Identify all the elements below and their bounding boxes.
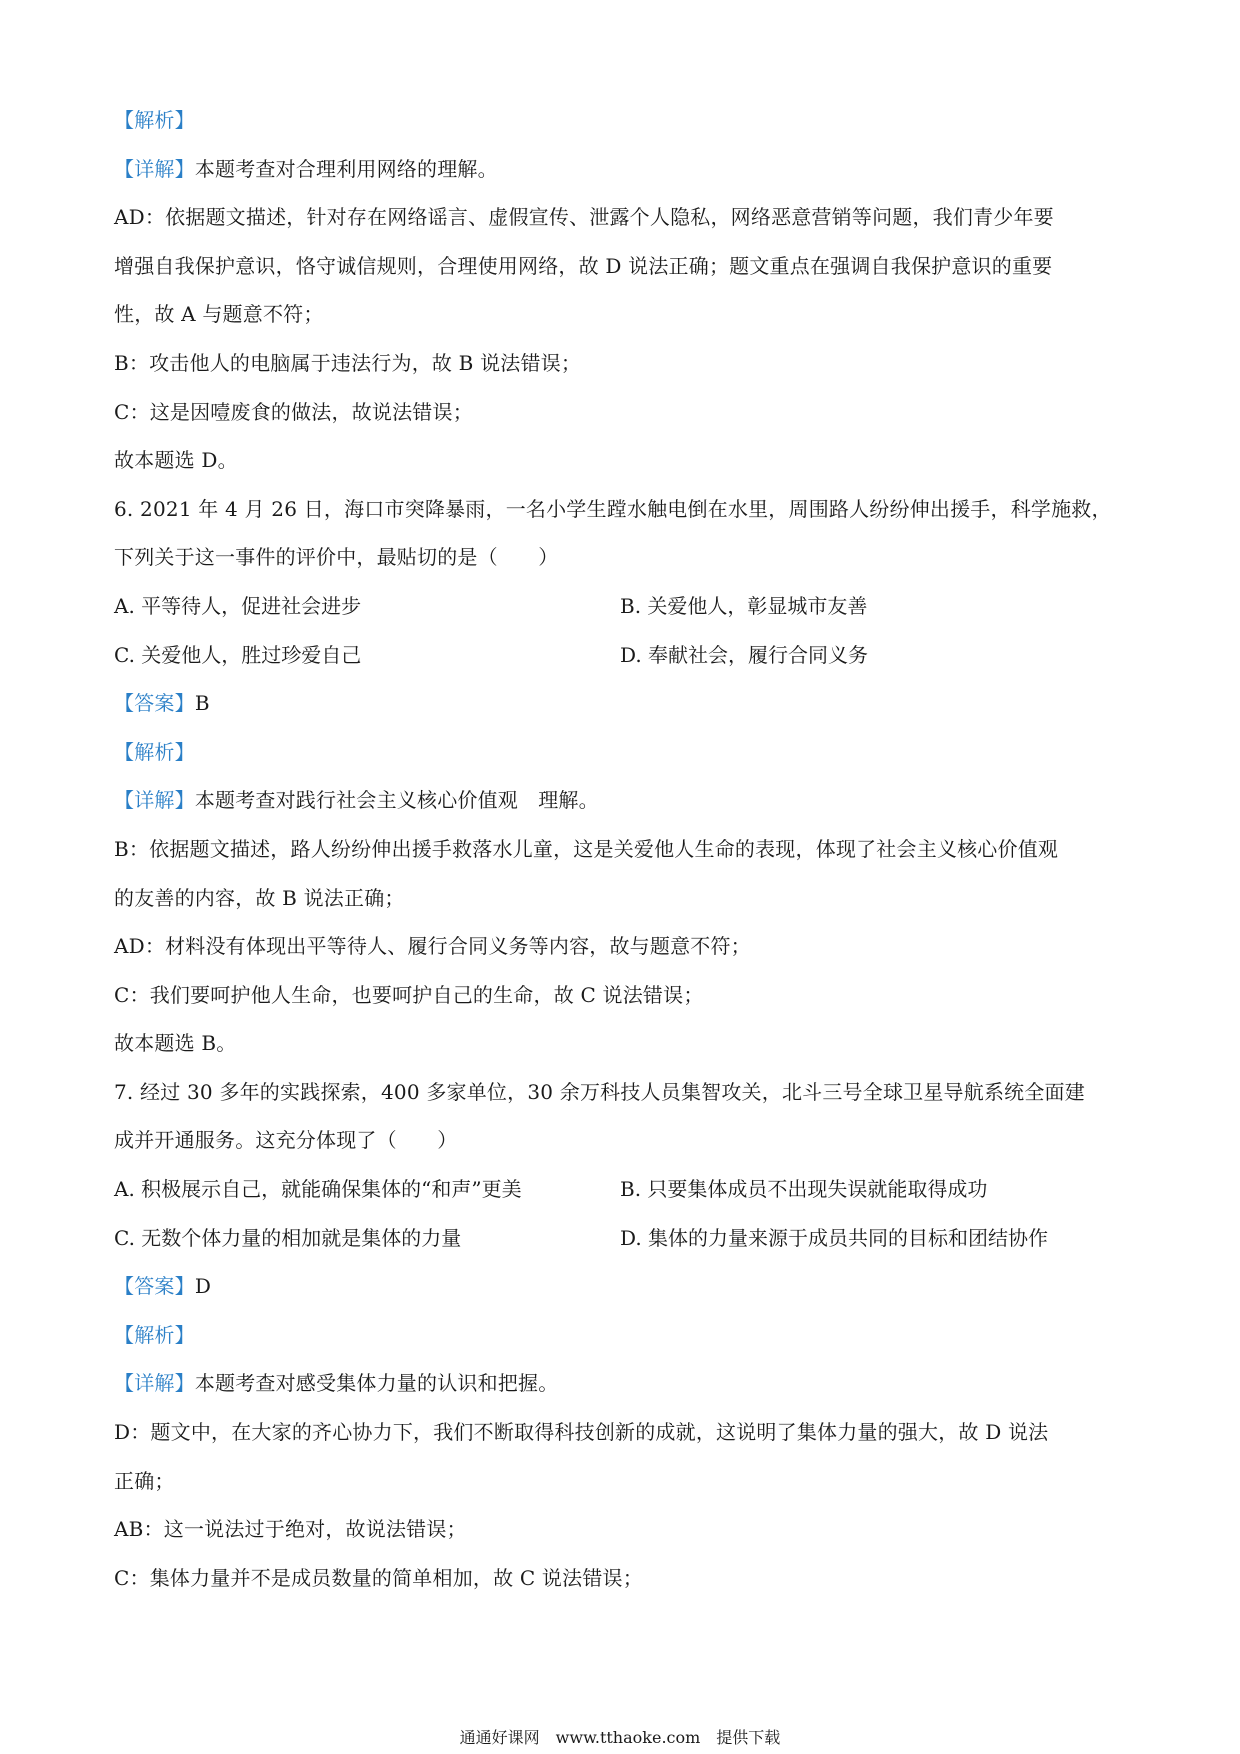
question-7-options-row-2 <box>114 1214 1130 1263</box>
text-line: 性，故 A 与题意不符； <box>114 302 324 327</box>
document-body <box>114 96 1130 1602</box>
detail-line <box>114 145 1130 194</box>
detail-text: 本题考查对践行社会主义核心价值观 理解。 <box>194 788 599 813</box>
text-line: B：依据题文描述，路人纷纷伸出援手救落水儿童，这是关爱他人生命的表现，体现了社会主义核心价值观 <box>114 836 1059 861</box>
answer-line <box>114 679 1130 728</box>
detail-text: 本题考查对合理利用网络的理解。 <box>194 156 498 181</box>
detail-tag: 【详解】 <box>114 1371 195 1396</box>
text-line: 的友善的内容，故 B 说法正确； <box>114 885 405 910</box>
option-a: A. 积极展示自己，就能确保集体的“和声”更美 <box>114 1177 522 1202</box>
text-line: D：题文中，在大家的齐心协力下，我们不断取得科技创新的成就，这说明了集体力量的强大，故 D 说法 <box>114 1420 1049 1445</box>
detail-tag: 【详解】 <box>114 788 195 813</box>
answer-line <box>114 1262 1130 1311</box>
option-d: D. 奉献社会，履行合同义务 <box>620 642 869 667</box>
analysis-heading: 【解析】 <box>114 108 195 132</box>
detail-line <box>114 776 1130 825</box>
text-line: 正确； <box>114 1468 175 1493</box>
option-b: B. 关爱他人，彰显城市友善 <box>620 593 868 618</box>
analysis-heading: 【解析】 <box>114 739 195 764</box>
text-line: AD：依据题文描述，针对存在网络谣言、虚假宣传、泄露个人隐私，网络恶意营销等问题，我们青少年要 <box>114 205 1054 230</box>
text-line: 故本题选 D。 <box>114 448 238 473</box>
detail-line <box>114 1359 1130 1408</box>
option-a: A. 平等待人，促进社会进步 <box>114 593 362 618</box>
detail-text: 本题考查对感受集体力量的认识和把握。 <box>194 1371 559 1396</box>
answer-value: D <box>194 1274 212 1299</box>
option-d: D. 集体的力量来源于成员共同的目标和团结协作 <box>620 1225 1049 1250</box>
answer-value: B <box>194 691 210 716</box>
option-b: B. 只要集体成员不出现失误就能取得成功 <box>620 1177 988 1202</box>
text-line: C：我们要呵护他人生命，也要呵护自己的生命，故 C 说法错误； <box>114 982 704 1007</box>
option-c: C. 无数个体力量的相加就是集体的力量 <box>114 1225 462 1250</box>
option-c: C. 关爱他人，胜过珍爱自己 <box>114 642 362 667</box>
text-line: 增强自我保护意识，恪守诚信规则，合理使用网络，故 D 说法正确；题文重点在强调自我保护意识的重要 <box>114 253 1053 278</box>
text-line: AB：这一说法过于绝对，故说法错误； <box>114 1517 467 1542</box>
question-6-stem-cont: 下列关于这一事件的评价中，最贴切的是（ ） <box>114 545 559 570</box>
text-line: B：攻击他人的电脑属于违法行为，故 B 说法错误； <box>114 350 582 375</box>
question-7-stem: 7. 经过 30 多年的实践探索，400 多家单位，30 余万科技人员集智攻关，北斗三号全球卫星导航系统全面建 <box>114 1079 1085 1104</box>
answer-tag: 【答案】 <box>114 691 195 716</box>
text-line: AD：材料没有体现出平等待人、履行合同义务等内容，故与题意不符； <box>114 934 751 959</box>
analysis-heading: 【解析】 <box>114 1322 195 1347</box>
text-line: C：集体力量并不是成员数量的简单相加，故 C 说法错误； <box>114 1565 643 1590</box>
question-7-options-row-1 <box>114 1165 1130 1214</box>
answer-tag: 【答案】 <box>114 1274 195 1299</box>
question-6-stem: 6. 2021 年 4 月 26 日，海口市突降暴雨，一名小学生蹚水触电倒在水里，周围路人纷纷伸出援手，科学施救， <box>114 496 1112 521</box>
question-7-stem-cont: 成并开通服务。这充分体现了（ ） <box>114 1128 458 1153</box>
page-footer: 通通好课网 www.tthaoke.com 提供下载 <box>459 1728 781 1747</box>
question-6-options-row-2 <box>114 631 1130 680</box>
text-line: 故本题选 B。 <box>114 1031 237 1056</box>
question-6-options-row-1 <box>114 582 1130 631</box>
text-line: C：这是因噎废食的做法，故说法错误； <box>114 399 473 424</box>
detail-tag: 【详解】 <box>114 156 195 181</box>
